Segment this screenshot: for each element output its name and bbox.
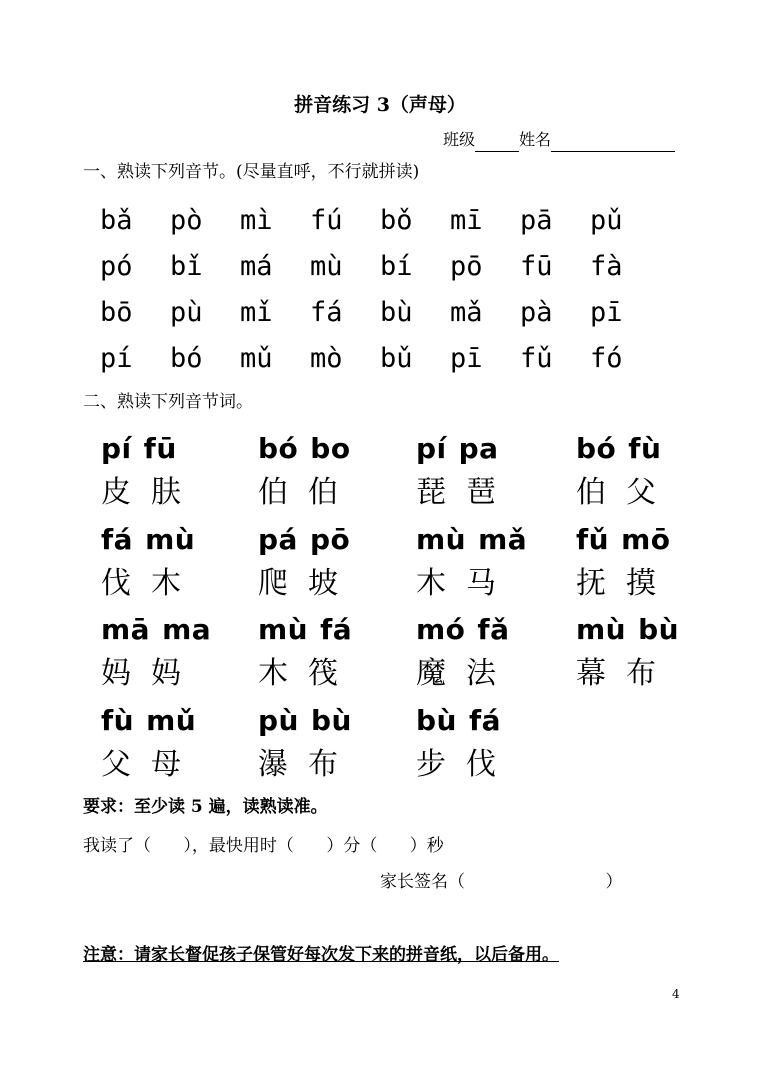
hanzi-character: 抚	[576, 566, 606, 601]
syllable: bǔ	[380, 343, 413, 374]
hanzi-character: 布	[626, 656, 656, 691]
syllable: bí	[380, 251, 413, 282]
word-hanzi	[101, 655, 181, 693]
word-hanzi	[258, 655, 338, 693]
hanzi-character: 母	[151, 747, 181, 782]
syllable: pī	[590, 297, 623, 328]
pinyin-syllable: fǔ	[576, 523, 610, 556]
hanzi-character: 爬	[258, 566, 288, 601]
hanzi-character: 木	[416, 566, 446, 601]
syllable: pó	[100, 251, 133, 282]
pinyin-syllable: pō	[309, 523, 351, 556]
hanzi-character: 父	[101, 747, 131, 782]
word-pinyin	[101, 432, 177, 466]
syllable: fú	[310, 205, 343, 236]
hanzi-character: 琵	[416, 475, 446, 510]
syllable: mī	[450, 205, 483, 236]
word-pinyin	[101, 704, 196, 738]
syllable: pǔ	[590, 205, 623, 236]
hanzi-character: 布	[308, 747, 338, 782]
pinyin-syllable: fá	[101, 523, 134, 556]
word-hanzi	[416, 474, 496, 512]
hanzi-character: 伯	[258, 475, 288, 510]
word-pinyin	[576, 613, 679, 647]
note-text: 注意：请家长督促孩子保管好每次发下来的拼音纸，以后备用。	[83, 945, 559, 965]
hanzi-character: 父	[626, 475, 656, 510]
hanzi-character: 琶	[466, 475, 496, 510]
syllable: bù	[380, 297, 413, 328]
word-hanzi	[258, 746, 338, 784]
pinyin-syllable: mǔ	[146, 704, 197, 737]
hanzi-character: 摸	[626, 566, 656, 601]
pinyin-syllable: ma	[162, 613, 212, 646]
pinyin-syllable: fǎ	[477, 613, 510, 646]
syllable: mò	[310, 343, 343, 374]
word-hanzi	[416, 655, 496, 693]
word-pinyin	[416, 704, 501, 738]
syllable: má	[240, 251, 273, 282]
pinyin-syllable: pá	[258, 523, 298, 556]
pinyin-syllable: fù	[628, 432, 662, 465]
pinyin-syllable: mō	[621, 523, 671, 556]
class-name-line	[443, 128, 675, 152]
word-hanzi	[258, 474, 338, 512]
syllable: fǔ	[520, 343, 553, 374]
syllable: pà	[520, 297, 553, 328]
word-pinyin	[576, 523, 671, 557]
word-pinyin	[416, 613, 510, 647]
class-label: 班级	[443, 130, 476, 149]
word-pinyin	[576, 432, 661, 466]
syllable: fá	[310, 297, 343, 328]
syllable: mì	[240, 205, 273, 236]
hanzi-character: 法	[466, 656, 496, 691]
syllable: bǒ	[380, 205, 413, 236]
pinyin-syllable: mù	[416, 523, 467, 556]
syllable: mǐ	[240, 297, 273, 328]
syllable: mǎ	[450, 297, 483, 328]
syllable: bó	[170, 343, 203, 374]
hanzi-character: 筏	[308, 656, 338, 691]
word-hanzi	[576, 565, 656, 603]
hanzi-character: 坡	[308, 566, 338, 601]
hanzi-character: 伯	[308, 475, 338, 510]
pinyin-syllable: mù	[576, 613, 627, 646]
word-pinyin	[416, 432, 499, 466]
pinyin-syllable: pí	[101, 432, 132, 465]
word-pinyin	[101, 523, 195, 557]
hanzi-character: 木	[151, 566, 181, 601]
section1-heading: 一、熟读下列音节。(尽量直呼，不行就拼读)	[83, 162, 420, 182]
pinyin-syllable: fū	[143, 432, 177, 465]
word-pinyin	[258, 613, 352, 647]
pinyin-syllable: fù	[101, 704, 135, 737]
hanzi-character: 木	[258, 656, 288, 691]
word-hanzi	[101, 746, 181, 784]
pinyin-syllable: mù	[145, 523, 196, 556]
pinyin-syllable: pa	[458, 432, 499, 465]
syllable: bō	[100, 297, 133, 328]
requirement-text: 要求：至少读 5 遍，读熟读准。	[83, 797, 328, 817]
word-hanzi	[416, 746, 496, 784]
word-hanzi	[101, 565, 181, 603]
class-blank[interactable]	[475, 133, 519, 152]
word-hanzi	[576, 655, 656, 693]
word-pinyin	[258, 432, 351, 466]
pinyin-syllable: mó	[416, 613, 466, 646]
pinyin-syllable: fá	[320, 613, 353, 646]
pinyin-syllable: bó	[576, 432, 617, 465]
word-pinyin	[101, 613, 211, 647]
hanzi-character: 伐	[101, 566, 131, 601]
pinyin-syllable: bo	[310, 432, 351, 465]
pinyin-syllable: bù	[310, 704, 352, 737]
reading-record-line[interactable]: 我读了（ ），最快用时（ ）分（ ）秒	[83, 836, 444, 856]
word-pinyin	[416, 523, 527, 557]
name-label: 姓名	[519, 130, 552, 149]
syllable: pò	[170, 205, 203, 236]
pinyin-syllable: pí	[416, 432, 447, 465]
hanzi-character: 皮	[101, 475, 131, 510]
syllable: bǎ	[100, 205, 133, 236]
parent-signature-line[interactable]: 家长签名（ ）	[380, 872, 623, 892]
word-pinyin	[258, 704, 352, 738]
word-hanzi	[258, 565, 338, 603]
syllable: pù	[170, 297, 203, 328]
hanzi-character: 伯	[576, 475, 606, 510]
pinyin-syllable: mā	[101, 613, 151, 646]
pinyin-syllable: mù	[258, 613, 309, 646]
syllable: bǐ	[170, 251, 203, 282]
syllable: pō	[450, 251, 483, 282]
syllable: mù	[310, 251, 343, 282]
hanzi-character: 肤	[151, 475, 181, 510]
pinyin-syllable: bù	[638, 613, 680, 646]
word-pinyin	[258, 523, 350, 557]
hanzi-character: 马	[466, 566, 496, 601]
pinyin-syllable: pù	[258, 704, 299, 737]
word-hanzi	[576, 474, 656, 512]
hanzi-character: 瀑	[258, 747, 288, 782]
page-number: 4	[672, 987, 680, 1001]
syllable: mǔ	[240, 343, 273, 374]
hanzi-character: 幕	[576, 656, 606, 691]
hanzi-character: 魔	[416, 656, 446, 691]
section2-heading: 二、熟读下列音节词。	[83, 392, 253, 412]
hanzi-character: 步	[416, 747, 446, 782]
name-blank[interactable]	[551, 133, 675, 152]
syllable: pí	[100, 343, 133, 374]
pinyin-syllable: fá	[468, 704, 502, 737]
word-hanzi	[416, 565, 496, 603]
hanzi-character: 伐	[466, 747, 496, 782]
hanzi-character: 妈	[151, 656, 181, 691]
pinyin-syllable: bù	[416, 704, 457, 737]
word-hanzi	[101, 474, 181, 512]
page-title: 拼音练习 3（声母）	[294, 94, 466, 116]
pinyin-syllable: bó	[258, 432, 299, 465]
syllable: fū	[520, 251, 553, 282]
hanzi-character: 妈	[101, 656, 131, 691]
syllable: pī	[450, 343, 483, 374]
pinyin-syllable: mǎ	[478, 523, 528, 556]
syllable: pā	[520, 205, 553, 236]
syllable: fó	[590, 343, 623, 374]
syllable: fà	[590, 251, 623, 282]
